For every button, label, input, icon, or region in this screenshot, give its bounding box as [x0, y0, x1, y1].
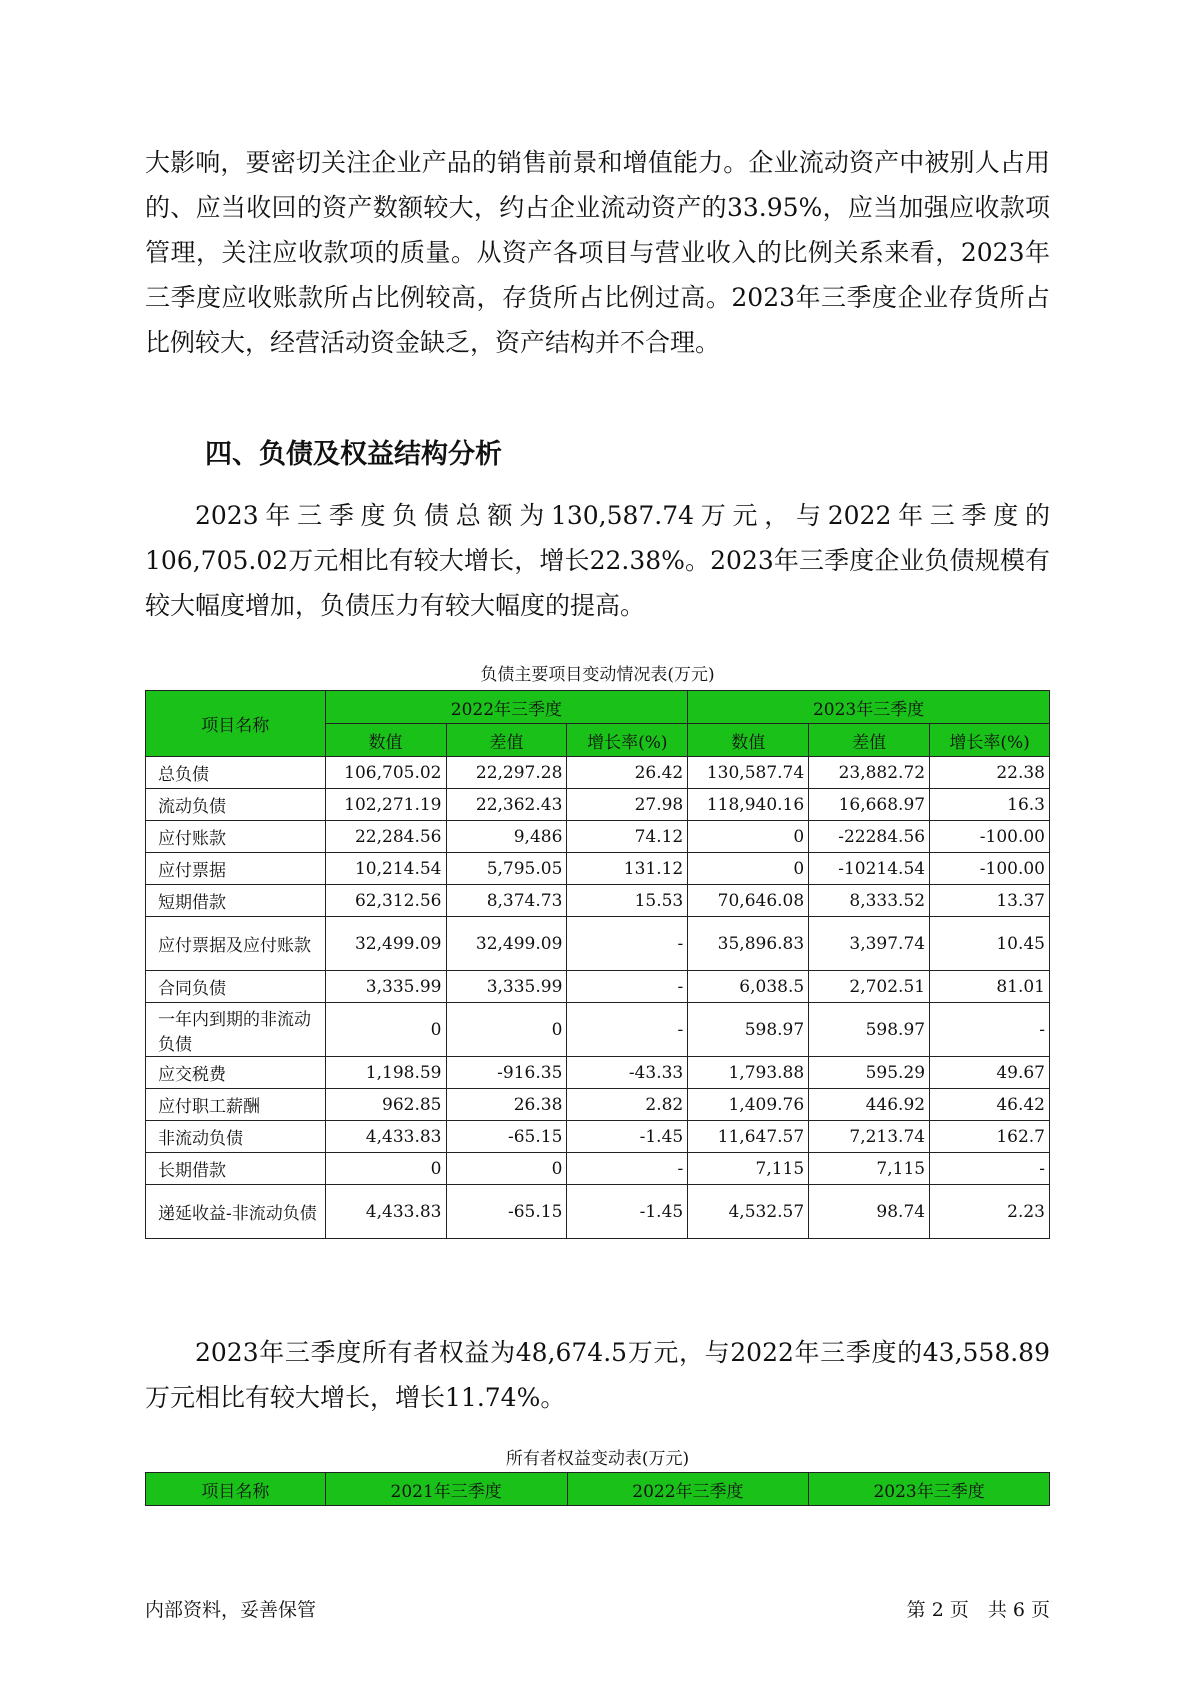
row-cell: 598.97	[809, 1003, 930, 1057]
equity-paragraph: 2023年三季度所有者权益为48,674.5万元，与2022年三季度的43,558.89万元相比有较大增长，增长11.74%。	[145, 1338, 1050, 1412]
row-cell: -22284.56	[809, 821, 930, 853]
row-cell: 49.67	[930, 1057, 1050, 1089]
row-cell: 32,499.09	[325, 917, 446, 971]
table-row	[146, 971, 1050, 1003]
row-cell: 1,409.76	[688, 1089, 809, 1121]
liability-table-caption: 负债主要项目变动情况表(万元)	[480, 665, 715, 685]
equity-header-item-name: 项目名称	[146, 1473, 326, 1506]
table-row	[146, 757, 1050, 789]
equity-header-2021: 2021年三季度	[325, 1473, 567, 1506]
row-cell: 0	[446, 1153, 567, 1185]
table-row	[146, 885, 1050, 917]
row-cell: 9,486	[446, 821, 567, 853]
table-row	[146, 1089, 1050, 1121]
row-item-name: 流动负债	[146, 789, 326, 821]
row-cell: 27.98	[567, 789, 688, 821]
row-cell: -	[930, 1003, 1050, 1057]
row-item-name: 递延收益-非流动负债	[146, 1185, 326, 1239]
row-cell: 4,433.83	[325, 1121, 446, 1153]
row-cell: 16.3	[930, 789, 1050, 821]
row-cell: -	[930, 1153, 1050, 1185]
row-cell: -65.15	[446, 1121, 567, 1153]
row-item-name: 应付账款	[146, 821, 326, 853]
row-item-name: 长期借款	[146, 1153, 326, 1185]
row-cell: -	[567, 1153, 688, 1185]
row-cell: 32,499.09	[446, 917, 567, 971]
row-cell: 598.97	[688, 1003, 809, 1057]
header-period-2022: 2022年三季度	[325, 691, 688, 724]
equity-header-2023: 2023年三季度	[809, 1473, 1050, 1506]
row-cell: 62,312.56	[325, 885, 446, 917]
row-item-name: 应付票据及应付账款	[146, 917, 326, 971]
row-cell: 4,532.57	[688, 1185, 809, 1239]
equity-table	[145, 1472, 1050, 1506]
table-row	[146, 1003, 1050, 1057]
row-cell: 162.7	[930, 1121, 1050, 1153]
row-cell: 446.92	[809, 1089, 930, 1121]
row-item-name: 短期借款	[146, 885, 326, 917]
row-cell: 35,896.83	[688, 917, 809, 971]
row-cell: 106,705.02	[325, 757, 446, 789]
row-cell: 0	[688, 821, 809, 853]
row-cell: 3,397.74	[809, 917, 930, 971]
row-item-name: 应交税费	[146, 1057, 326, 1089]
table-row	[146, 853, 1050, 885]
row-cell: 8,374.73	[446, 885, 567, 917]
row-item-name: 应付职工薪酬	[146, 1089, 326, 1121]
row-item-name: 非流动负债	[146, 1121, 326, 1153]
row-item-name: 合同负债	[146, 971, 326, 1003]
row-cell: 10.45	[930, 917, 1050, 971]
subheader-value-2023: 数值	[688, 724, 809, 757]
footer-confidential-note: 内部资料，妥善保管	[145, 1599, 317, 1621]
table-row	[146, 917, 1050, 971]
row-cell: 15.53	[567, 885, 688, 917]
table-row	[146, 1153, 1050, 1185]
row-cell: 0	[325, 1003, 446, 1057]
table-row	[146, 1185, 1050, 1239]
row-cell: 10,214.54	[325, 853, 446, 885]
row-item-name: 一年内到期的非流动负债	[146, 1003, 326, 1057]
row-cell: 7,115	[688, 1153, 809, 1185]
subheader-diff-2023: 差值	[809, 724, 930, 757]
row-cell: 2,702.51	[809, 971, 930, 1003]
row-cell: 16,668.97	[809, 789, 930, 821]
row-cell: 3,335.99	[446, 971, 567, 1003]
row-item-name: 总负债	[146, 757, 326, 789]
row-cell: -	[567, 1003, 688, 1057]
subheader-rate-2022: 增长率(%)	[567, 724, 688, 757]
row-cell: 595.29	[809, 1057, 930, 1089]
row-cell: -10214.54	[809, 853, 930, 885]
row-cell: 98.74	[809, 1185, 930, 1239]
intro-paragraph: 大影响，要密切关注企业产品的销售前景和增值能力。企业流动资产中被别人占用的、应当收回的资产数额较大，约占企业流动资产的33.95%，应当加强应收款项管理，关注应收款项的质量。从资产各项目与营业收入的比例关系来看，2023年三季度应收账款所占比例较高，存货所占比例过高。2023年三季度企业存货所占比例较大，经营活动资金缺乏，资产结构并不合理。	[145, 148, 1050, 357]
equity-table-caption: 所有者权益变动表(万元)	[505, 1449, 690, 1469]
row-cell: 0	[688, 853, 809, 885]
liability-paragraph: 2023年三季度负债总额为130,587.74万元，与2022年三季度的106,705.02万元相比有较大增长，增长22.38%。2023年三季度企业负债规模有较大幅度增加，负债压力有较大幅度的提高。	[145, 501, 1050, 620]
row-cell: 8,333.52	[809, 885, 930, 917]
row-item-name: 应付票据	[146, 853, 326, 885]
row-cell: -	[567, 917, 688, 971]
row-cell: -	[567, 971, 688, 1003]
row-cell: 2.23	[930, 1185, 1050, 1239]
row-cell: 13.37	[930, 885, 1050, 917]
table-row	[146, 821, 1050, 853]
row-cell: 81.01	[930, 971, 1050, 1003]
row-cell: 118,940.16	[688, 789, 809, 821]
row-cell: 22.38	[930, 757, 1050, 789]
row-cell: 5,795.05	[446, 853, 567, 885]
row-cell: 26.42	[567, 757, 688, 789]
row-cell: -100.00	[930, 853, 1050, 885]
row-cell: 46.42	[930, 1089, 1050, 1121]
header-item-name: 项目名称	[146, 691, 326, 757]
row-cell: 1,793.88	[688, 1057, 809, 1089]
row-cell: 11,647.57	[688, 1121, 809, 1153]
row-cell: 22,284.56	[325, 821, 446, 853]
subheader-value-2022: 数值	[325, 724, 446, 757]
row-cell: 70,646.08	[688, 885, 809, 917]
row-cell: -43.33	[567, 1057, 688, 1089]
row-cell: -1.45	[567, 1121, 688, 1153]
row-cell: -65.15	[446, 1185, 567, 1239]
table-row	[146, 1057, 1050, 1089]
liability-table	[145, 690, 1050, 1239]
row-cell: 1,198.59	[325, 1057, 446, 1089]
row-cell: 0	[325, 1153, 446, 1185]
row-cell: 0	[446, 1003, 567, 1057]
equity-header-2022: 2022年三季度	[567, 1473, 809, 1506]
row-cell: 22,297.28	[446, 757, 567, 789]
row-cell: 7,115	[809, 1153, 930, 1185]
section-title: 四、负债及权益结构分析	[205, 439, 502, 470]
row-cell: -100.00	[930, 821, 1050, 853]
subheader-rate-2023: 增长率(%)	[930, 724, 1050, 757]
footer-page-number: 第 2 页 共 6 页	[906, 1599, 1050, 1621]
table-row	[146, 1121, 1050, 1153]
row-cell: 26.38	[446, 1089, 567, 1121]
subheader-diff-2022: 差值	[446, 724, 567, 757]
row-cell: 3,335.99	[325, 971, 446, 1003]
row-cell: 22,362.43	[446, 789, 567, 821]
row-cell: 102,271.19	[325, 789, 446, 821]
row-cell: 962.85	[325, 1089, 446, 1121]
table-row	[146, 789, 1050, 821]
header-period-2023: 2023年三季度	[688, 691, 1050, 724]
row-cell: 7,213.74	[809, 1121, 930, 1153]
row-cell: 23,882.72	[809, 757, 930, 789]
row-cell: -1.45	[567, 1185, 688, 1239]
row-cell: 4,433.83	[325, 1185, 446, 1239]
row-cell: 2.82	[567, 1089, 688, 1121]
row-cell: 130,587.74	[688, 757, 809, 789]
row-cell: 131.12	[567, 853, 688, 885]
row-cell: 6,038.5	[688, 971, 809, 1003]
row-cell: 74.12	[567, 821, 688, 853]
row-cell: -916.35	[446, 1057, 567, 1089]
